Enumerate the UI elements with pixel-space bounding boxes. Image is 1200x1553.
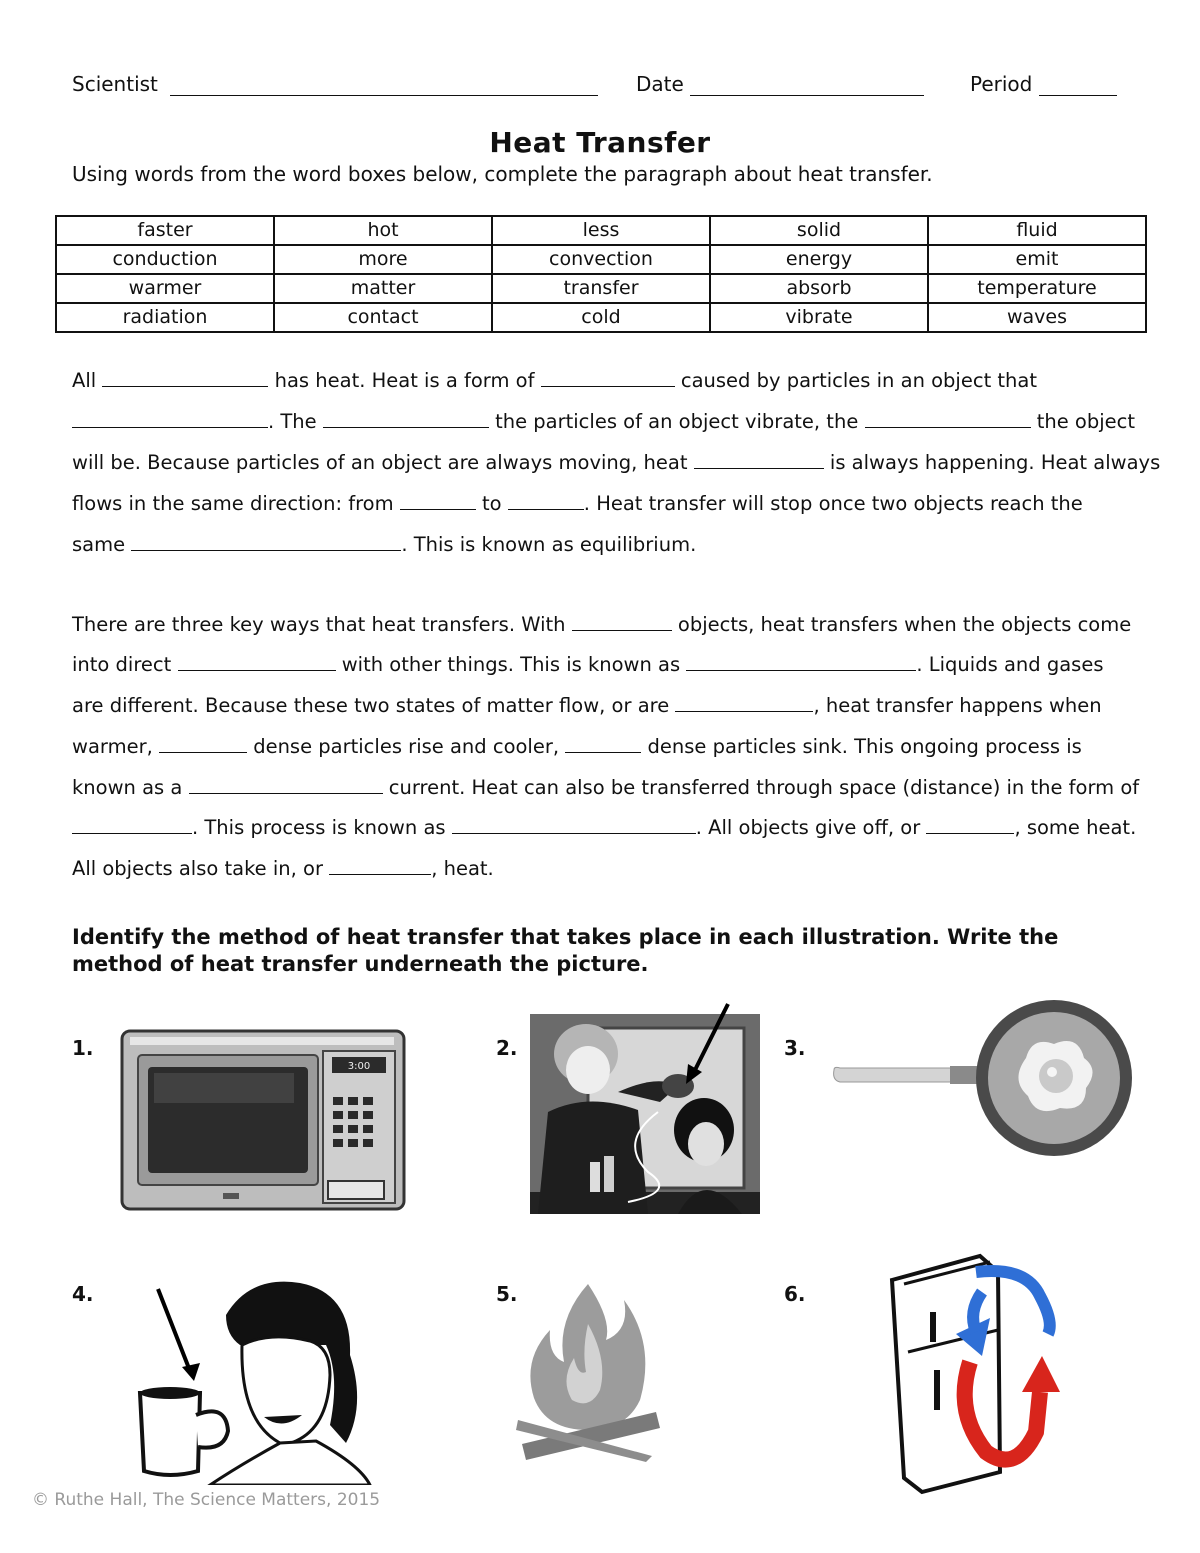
fill-blank[interactable] [189, 775, 383, 794]
text-span: objects, heat transfers when the objects come [677, 613, 1132, 636]
copyright: © Ruthe Hall, The Science Matters, 2015 [32, 1490, 381, 1510]
fill-blank[interactable] [675, 693, 813, 712]
date-blank[interactable] [690, 75, 924, 96]
text-span: . Liquids and gases [916, 653, 1104, 676]
text-span: warmer, [72, 735, 153, 758]
text-span: . The [268, 410, 317, 433]
word-cell: radiation [56, 303, 274, 332]
text-span: the particles of an object vibrate, the [495, 410, 859, 433]
word-cell: more [274, 245, 492, 274]
fill-blank[interactable] [178, 652, 336, 671]
fill-blank[interactable] [572, 612, 672, 631]
text-span: with other things. This is known as [341, 653, 681, 676]
word-cell: emit [928, 245, 1146, 274]
paragraph-line [72, 409, 1135, 433]
word-cell: solid [710, 216, 928, 245]
word-cell: vibrate [710, 303, 928, 332]
text-span: the object [1036, 410, 1136, 433]
frying-pan-egg-icon [826, 1000, 1136, 1160]
text-span: flows in the same direction: from [72, 492, 394, 515]
page-title: Heat Transfer [489, 126, 711, 159]
text-span: . This process is known as [192, 816, 446, 839]
fill-blank[interactable] [400, 491, 476, 510]
text-span: dense particles sink. This ongoing process is [647, 735, 1082, 758]
word-cell: fluid [928, 216, 1146, 245]
period-blank[interactable] [1039, 75, 1117, 96]
fill-blank[interactable] [72, 409, 268, 428]
fill-blank[interactable] [508, 491, 584, 510]
word-cell: matter [274, 274, 492, 303]
text-span: into direct [72, 653, 172, 676]
text-span: to [482, 492, 502, 515]
word-cell: faster [56, 216, 274, 245]
word-box-table [55, 215, 1147, 333]
text-span: known as a [72, 776, 183, 799]
word-cell: convection [492, 245, 710, 274]
word-box-row [56, 303, 1146, 332]
paragraph-line [72, 368, 1037, 392]
word-cell: hot [274, 216, 492, 245]
text-span: , heat transfer happens when [813, 694, 1102, 717]
text-span: same [72, 533, 126, 556]
paragraph-line [72, 491, 1083, 515]
text-span: All [72, 369, 97, 392]
text-span: , some heat. [1014, 816, 1137, 839]
hair-dryer-icon [528, 1002, 762, 1216]
word-cell: temperature [928, 274, 1146, 303]
paragraph-line [72, 612, 1131, 636]
illustration-number: 3. [784, 1036, 806, 1060]
word-box-row [56, 245, 1146, 274]
paragraph-line [72, 652, 1103, 676]
microwave-display: 3:00 [347, 1061, 371, 1072]
fill-blank[interactable] [131, 532, 401, 551]
period-field[interactable] [970, 72, 1117, 96]
word-box-row [56, 216, 1146, 245]
date-label: Date [636, 72, 684, 96]
paragraph-line [72, 815, 1136, 839]
text-span: dense particles rise and cooler, [253, 735, 560, 758]
paragraph-line [72, 775, 1139, 799]
fill-blank[interactable] [329, 856, 431, 875]
word-cell: contact [274, 303, 492, 332]
text-span: will be. Because particles of an object are always moving, heat [72, 451, 688, 474]
instructions: Using words from the word boxes below, complete the paragraph about heat transfer. [72, 162, 933, 186]
microwave-icon [118, 1025, 410, 1215]
illustration-number: 4. [72, 1282, 94, 1306]
fill-blank[interactable] [686, 652, 916, 671]
illustration-number: 2. [496, 1036, 518, 1060]
word-box-row [56, 274, 1146, 303]
fill-blank[interactable] [926, 815, 1014, 834]
illustration-number: 1. [72, 1036, 94, 1060]
scientist-label: Scientist [72, 72, 158, 96]
word-cell: transfer [492, 274, 710, 303]
refrigerator-convection-icon [886, 1252, 1070, 1496]
fill-blank[interactable] [72, 815, 192, 834]
woman-coffee-mug-icon [130, 1275, 380, 1485]
fill-blank[interactable] [565, 734, 641, 753]
scientist-blank[interactable] [170, 75, 598, 96]
identify-question: Identify the method of heat transfer that takes place in each illustration. Write the method of heat transfer underneath the picture. [72, 925, 1059, 976]
fill-blank[interactable] [323, 409, 489, 428]
illustration-number: 5. [496, 1282, 518, 1306]
paragraph-line [72, 856, 494, 880]
text-span: . This is known as equilibrium. [401, 533, 697, 556]
fill-blank[interactable] [694, 450, 824, 469]
paragraph-line [72, 734, 1082, 758]
fill-blank[interactable] [541, 368, 675, 387]
word-cell: cold [492, 303, 710, 332]
campfire-icon [516, 1280, 662, 1462]
illustration-number: 6. [784, 1282, 806, 1306]
paragraph-line [72, 693, 1102, 717]
fill-blank[interactable] [159, 734, 247, 753]
word-cell: less [492, 216, 710, 245]
text-span: are different. Because these two states of matter flow, or are [72, 694, 670, 717]
text-span: current. Heat can also be transferred through space (distance) in the form of [388, 776, 1140, 799]
text-span: All objects also take in, or [72, 857, 323, 880]
paragraph-line [72, 450, 1160, 474]
word-cell: absorb [710, 274, 928, 303]
word-cell: energy [710, 245, 928, 274]
fill-blank[interactable] [865, 409, 1031, 428]
scientist-field[interactable] [72, 72, 598, 96]
date-field[interactable] [636, 72, 924, 96]
text-span: caused by particles in an object that [680, 369, 1038, 392]
word-cell: conduction [56, 245, 274, 274]
text-span: . All objects give off, or [695, 816, 921, 839]
text-span: is always happening. Heat always [829, 451, 1161, 474]
text-span: , heat. [431, 857, 494, 880]
paragraph-line [72, 532, 696, 556]
fill-blank[interactable] [102, 368, 268, 387]
word-cell: warmer [56, 274, 274, 303]
period-label: Period [970, 72, 1033, 96]
text-span: has heat. Heat is a form of [274, 369, 535, 392]
word-cell: waves [928, 303, 1146, 332]
fill-blank[interactable] [452, 815, 696, 834]
text-span: There are three key ways that heat transfers. With [72, 613, 566, 636]
text-span: . Heat transfer will stop once two objects reach the [583, 492, 1083, 515]
